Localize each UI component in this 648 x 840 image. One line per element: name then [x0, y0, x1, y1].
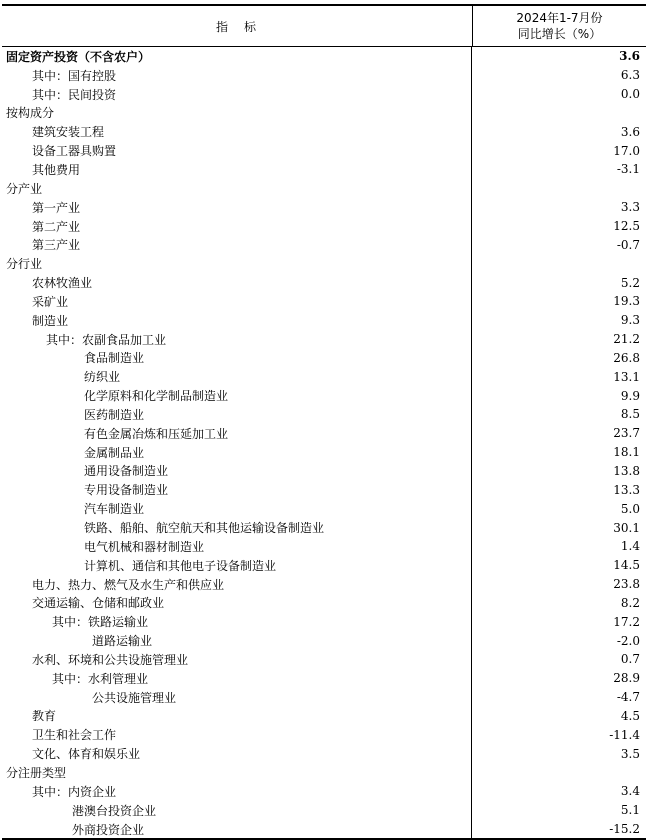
row-label: 固定资产投资（不含农户）	[2, 47, 472, 66]
table-row	[2, 518, 646, 537]
table-row	[2, 66, 646, 85]
row-label: 制造业	[2, 311, 472, 330]
row-value: 3.6	[620, 124, 640, 139]
table-header	[2, 4, 646, 47]
row-label: 专用设备制造业	[2, 480, 472, 499]
row-value: 23.8	[613, 577, 640, 592]
table-row	[2, 462, 646, 481]
table-row	[2, 688, 646, 707]
row-label: 农林牧渔业	[2, 273, 472, 292]
row-label: 有色金属冶炼和压延加工业	[2, 424, 472, 443]
row-label: 电气机械和器材制造业	[2, 537, 472, 556]
row-value: 18.1	[613, 445, 640, 460]
row-value: 17.2	[613, 614, 640, 629]
row-label: 教育	[2, 707, 472, 726]
header-growth: 同比增长（%）	[517, 27, 602, 41]
row-label: 文化、体育和娱乐业	[2, 744, 472, 763]
row-value: 28.9	[613, 671, 640, 686]
table-row	[2, 367, 646, 386]
row-label: 港澳台投资企业	[2, 801, 472, 820]
header-indicator: 指 标	[2, 6, 473, 46]
table-row	[2, 141, 646, 160]
row-value: -15.2	[609, 822, 640, 837]
row-label: 化学原料和化学制品制造业	[2, 386, 472, 405]
row-value: 9.3	[620, 313, 640, 328]
table-row	[2, 669, 646, 688]
row-label: 汽车制造业	[2, 499, 472, 518]
row-value: 23.7	[613, 426, 640, 441]
row-label: 第三产业	[2, 235, 472, 254]
table-row	[2, 612, 646, 631]
table-row	[2, 820, 646, 839]
row-label: 计算机、通信和其他电子设备制造业	[2, 556, 472, 575]
table-row	[2, 782, 646, 801]
row-value: 1.4	[620, 539, 640, 554]
row-label: 卫生和社会工作	[2, 725, 472, 744]
row-label: 其中：内资企业	[2, 782, 472, 801]
table-row	[2, 198, 646, 217]
table-row	[2, 273, 646, 292]
statistics-table	[2, 4, 646, 840]
table-row	[2, 292, 646, 311]
table-row	[2, 499, 646, 518]
row-value: 26.8	[613, 350, 640, 365]
row-label: 其中：民间投资	[2, 85, 472, 104]
table-row	[2, 179, 646, 198]
row-label: 纺织业	[2, 367, 472, 386]
table-row	[2, 556, 646, 575]
row-value: 3.5	[620, 746, 640, 761]
table-row	[2, 725, 646, 744]
table-row	[2, 330, 646, 349]
row-value: 5.1	[620, 803, 640, 818]
table-row	[2, 801, 646, 820]
row-value: 0.7	[620, 652, 640, 667]
row-label: 分行业	[2, 254, 472, 273]
table-row	[2, 160, 646, 179]
row-value: 21.2	[613, 332, 640, 347]
row-label: 分产业	[2, 179, 472, 198]
row-label: 第一产业	[2, 198, 472, 217]
table-row	[2, 424, 646, 443]
row-value: 17.0	[613, 143, 640, 158]
row-value: 12.5	[613, 219, 640, 234]
table-row	[2, 235, 646, 254]
table-row	[2, 104, 646, 123]
row-label: 其中：水利管理业	[2, 669, 472, 688]
table-row	[2, 537, 646, 556]
row-value: 5.2	[620, 275, 640, 290]
table-row	[2, 631, 646, 650]
table-row	[2, 763, 646, 782]
row-label: 金属制品业	[2, 443, 472, 462]
row-label: 其中：国有控股	[2, 66, 472, 85]
row-value: 3.6	[619, 49, 640, 64]
row-value: 3.4	[620, 784, 640, 799]
row-value: 13.8	[613, 463, 640, 478]
row-label: 铁路、船舶、航空航天和其他运输设备制造业	[2, 518, 472, 537]
table-row	[2, 386, 646, 405]
row-label: 食品制造业	[2, 349, 472, 368]
table-row	[2, 480, 646, 499]
row-value: 30.1	[613, 520, 640, 535]
table-row	[2, 254, 646, 273]
row-label: 道路运输业	[2, 631, 472, 650]
table-row	[2, 217, 646, 236]
row-label: 其中：农副食品加工业	[2, 330, 472, 349]
row-value: -11.4	[609, 727, 640, 742]
header-growth-column	[473, 6, 646, 46]
row-value: 6.3	[620, 68, 640, 83]
table-row	[2, 744, 646, 763]
row-value: 0.0	[620, 87, 640, 102]
table-row	[2, 707, 646, 726]
table-row	[2, 405, 646, 424]
row-value: 19.3	[613, 294, 640, 309]
row-value: 14.5	[613, 558, 640, 573]
row-value: 8.5	[620, 407, 640, 422]
row-label: 交通运输、仓储和邮政业	[2, 593, 472, 612]
row-label: 公共设施管理业	[2, 688, 472, 707]
table-row	[2, 443, 646, 462]
row-label: 按构成分	[2, 104, 472, 123]
row-label: 电力、热力、燃气及水生产和供应业	[2, 575, 472, 594]
row-value: 13.1	[613, 369, 640, 384]
row-label: 外商投资企业	[2, 820, 472, 839]
row-value: -3.1	[616, 162, 640, 177]
table-body	[2, 47, 646, 840]
row-value: 4.5	[620, 708, 640, 723]
table-row	[2, 122, 646, 141]
row-label: 通用设备制造业	[2, 462, 472, 481]
row-value: 3.3	[620, 200, 640, 215]
row-label: 其中：铁路运输业	[2, 612, 472, 631]
table-row	[2, 85, 646, 104]
row-value: 9.9	[620, 388, 640, 403]
table-row	[2, 47, 646, 66]
row-label: 建筑安装工程	[2, 122, 472, 141]
row-value: 8.2	[620, 595, 640, 610]
table-row	[2, 593, 646, 612]
row-label: 水利、环境和公共设施管理业	[2, 650, 472, 669]
table-row	[2, 650, 646, 669]
row-label: 设备工器具购置	[2, 141, 472, 160]
table-row	[2, 311, 646, 330]
row-label: 其他费用	[2, 160, 472, 179]
row-value: -0.7	[616, 237, 640, 252]
row-value: -4.7	[616, 690, 640, 705]
row-label: 采矿业	[2, 292, 472, 311]
table-row	[2, 349, 646, 368]
row-label: 第二产业	[2, 217, 472, 236]
header-period: 2024年1-7月份	[516, 11, 603, 25]
row-value: 13.3	[613, 482, 640, 497]
table-row	[2, 575, 646, 594]
row-value: -2.0	[616, 633, 640, 648]
row-label: 医药制造业	[2, 405, 472, 424]
row-value: 5.0	[620, 501, 640, 516]
row-label: 分注册类型	[2, 763, 472, 782]
